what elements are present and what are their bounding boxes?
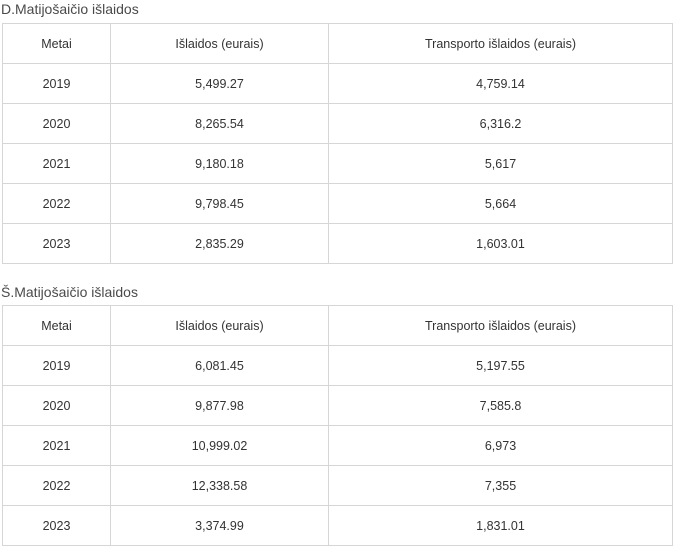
cell-expenses: 3,374.99 (111, 506, 329, 546)
cell-expenses: 9,877.98 (111, 386, 329, 426)
cell-year: 2019 (3, 64, 111, 104)
table-row (3, 506, 673, 546)
table-header-row (3, 24, 673, 64)
cell-expenses: 8,265.54 (111, 104, 329, 144)
cell-transport-expenses: 5,664 (329, 184, 673, 224)
cell-year: 2022 (3, 184, 111, 224)
cell-transport-expenses: 7,355 (329, 466, 673, 506)
table-row (3, 386, 673, 426)
cell-year: 2023 (3, 224, 111, 264)
table-row (3, 64, 673, 104)
table-row (3, 184, 673, 224)
cell-transport-expenses: 4,759.14 (329, 64, 673, 104)
cell-year: 2020 (3, 386, 111, 426)
table-row (3, 224, 673, 264)
cell-expenses: 2,835.29 (111, 224, 329, 264)
cell-transport-expenses: 1,603.01 (329, 224, 673, 264)
cell-expenses: 6,081.45 (111, 346, 329, 386)
cell-year: 2021 (3, 144, 111, 184)
cell-year: 2019 (3, 346, 111, 386)
header-transport-expenses: Transporto išlaidos (eurais) (329, 24, 673, 64)
expenses-table-s-matijosaitis (2, 305, 673, 546)
table-title-d-matijosaitis: D.Matijošaičio išlaidos (1, 1, 139, 17)
header-expenses: Išlaidos (eurais) (111, 306, 329, 346)
table-row (3, 466, 673, 506)
cell-year: 2022 (3, 466, 111, 506)
header-transport-expenses: Transporto išlaidos (eurais) (329, 306, 673, 346)
cell-transport-expenses: 6,316.2 (329, 104, 673, 144)
cell-year: 2020 (3, 104, 111, 144)
table-title-s-matijosaitis: Š.Matijošaičio išlaidos (1, 284, 138, 300)
table-row (3, 346, 673, 386)
header-expenses: Išlaidos (eurais) (111, 24, 329, 64)
cell-year: 2021 (3, 426, 111, 466)
cell-transport-expenses: 5,197.55 (329, 346, 673, 386)
table-header-row (3, 306, 673, 346)
cell-expenses: 5,499.27 (111, 64, 329, 104)
header-year: Metai (3, 306, 111, 346)
expenses-table-d-matijosaitis (2, 23, 673, 264)
table-row (3, 426, 673, 466)
cell-transport-expenses: 5,617 (329, 144, 673, 184)
table-row (3, 144, 673, 184)
cell-transport-expenses: 1,831.01 (329, 506, 673, 546)
cell-transport-expenses: 7,585.8 (329, 386, 673, 426)
cell-expenses: 10,999.02 (111, 426, 329, 466)
cell-expenses: 9,180.18 (111, 144, 329, 184)
table-row (3, 104, 673, 144)
cell-year: 2023 (3, 506, 111, 546)
cell-expenses: 12,338.58 (111, 466, 329, 506)
cell-expenses: 9,798.45 (111, 184, 329, 224)
cell-transport-expenses: 6,973 (329, 426, 673, 466)
header-year: Metai (3, 24, 111, 64)
